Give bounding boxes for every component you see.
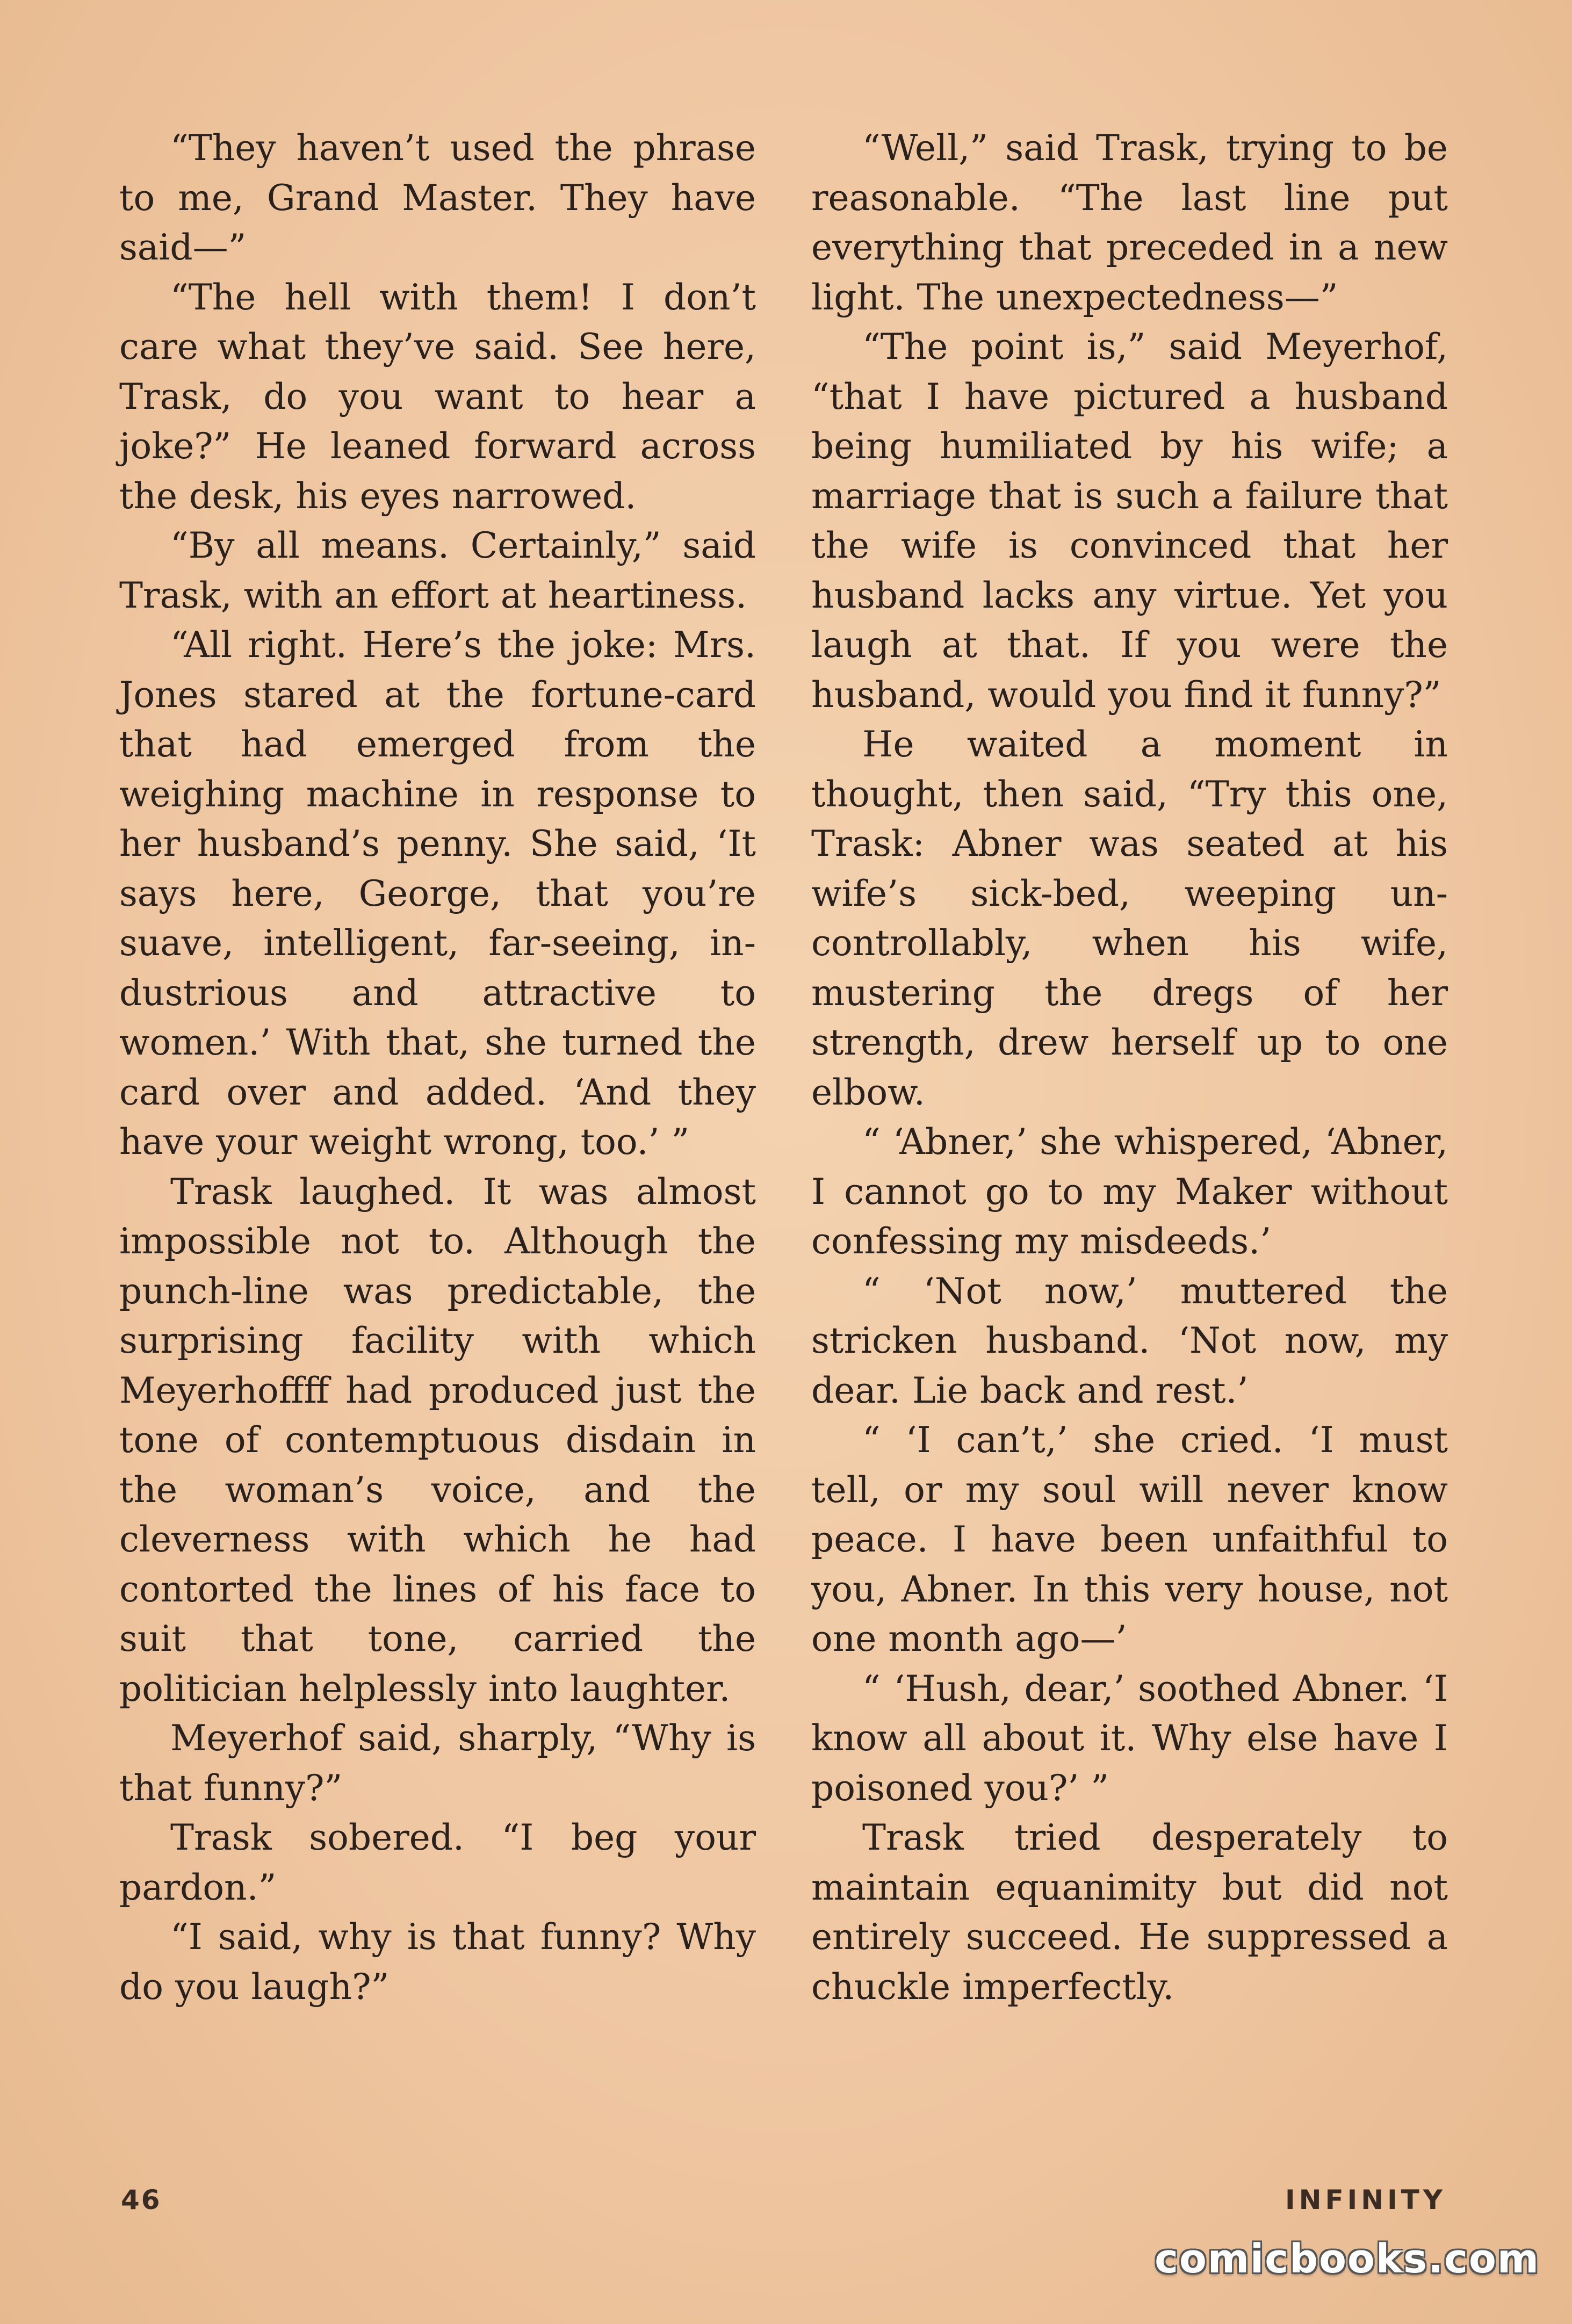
- paragraph: “I said, why is that funny? Why do you laugh?”: [119, 1916, 756, 2008]
- paragraph: Meyerhof said, sharply, “Why is that funny?”: [119, 1717, 756, 1809]
- paragraph: “ ‘Abner,’ she whispered, ‘Abner, I cannot go to my Maker without confessing my misdeeds.’: [811, 1121, 1448, 1262]
- paragraph: “The hell with them! I don’t care what they’ve said. See here, Trask, do you want to hear a joke?” He leaned forward across the desk, his eyes narrowed.: [119, 276, 756, 517]
- paragraph: “All right. Here’s the joke: Mrs. Jones stared at the fortune-card that had emerged from the weighing machine in response to her husband’s penny. She said, ‘It says here, George, that you’re suave, intelligent, far-seeing, industrious and attractive to women.’ With that, she turned the card over and added. ‘And they have your weight wrong, too.’ ”: [119, 624, 756, 1163]
- paragraph: He waited a moment in thought, then said, “Try this one, Trask: Abner was seated at his wife’s sick-bed, weeping uncontrollably, when his wife, mustering the dregs of her strength, drew herself up to one elbow.: [811, 724, 1448, 1113]
- paragraph: “By all means. Certainly,” said Trask, with an effort at heartiness.: [119, 525, 756, 616]
- paragraph: “The point is,” said Meyerhof, “that I have pictured a husband being humiliated by his wife; a marriage that is such a failure that the wife is convinced that her husband lacks any virtue. Yet you laugh at that. If you were the husband, would you find it funny?”: [811, 326, 1448, 716]
- paragraph: “Well,” said Trask, trying to be reasonable. “The last line put everything that preceded in a new light. The unexpectedness—”: [811, 127, 1448, 318]
- magazine-title: INFINITY: [1285, 2184, 1446, 2215]
- watermark: comicbooks.com: [1155, 2236, 1540, 2282]
- paragraph: “ ‘Not now,’ muttered the stricken husband. ‘Not now, my dear. Lie back and rest.’: [811, 1270, 1448, 1411]
- left-text-column: [119, 124, 756, 2012]
- paragraph: Trask sobered. “I beg your pardon.”: [119, 1817, 756, 1908]
- right-text-column: [811, 124, 1448, 2012]
- paragraph: “ ‘Hush, dear,’ soothed Abner. ‘I know all about it. Why else have I poisoned you?’ ”: [811, 1668, 1448, 1809]
- paragraph: “ ‘I can’t,’ she cried. ‘I must tell, or my soul will never know peace. I have been unfaithful to you, Abner. In this very house, not one month ago—’: [811, 1419, 1448, 1659]
- paragraph: “They haven’t used the phrase to me, Grand Master. They have said—”: [119, 127, 756, 268]
- paragraph: Trask laughed. It was almost impossible not to. Although the punch-line was predictable, the surprising facility with which Meyerhoffff had produced just the tone of contemptuous disdain in the woman’s voice, and the cleverness with which he had contorted the lines of his face to suit that tone, carried the politician helplessly into laughter.: [119, 1171, 756, 1709]
- paragraph: Trask tried desperately to maintain equanimity but did not entirely succeed. He suppressed a chuckle imperfectly.: [811, 1817, 1448, 2008]
- page-number: 46: [121, 2184, 162, 2215]
